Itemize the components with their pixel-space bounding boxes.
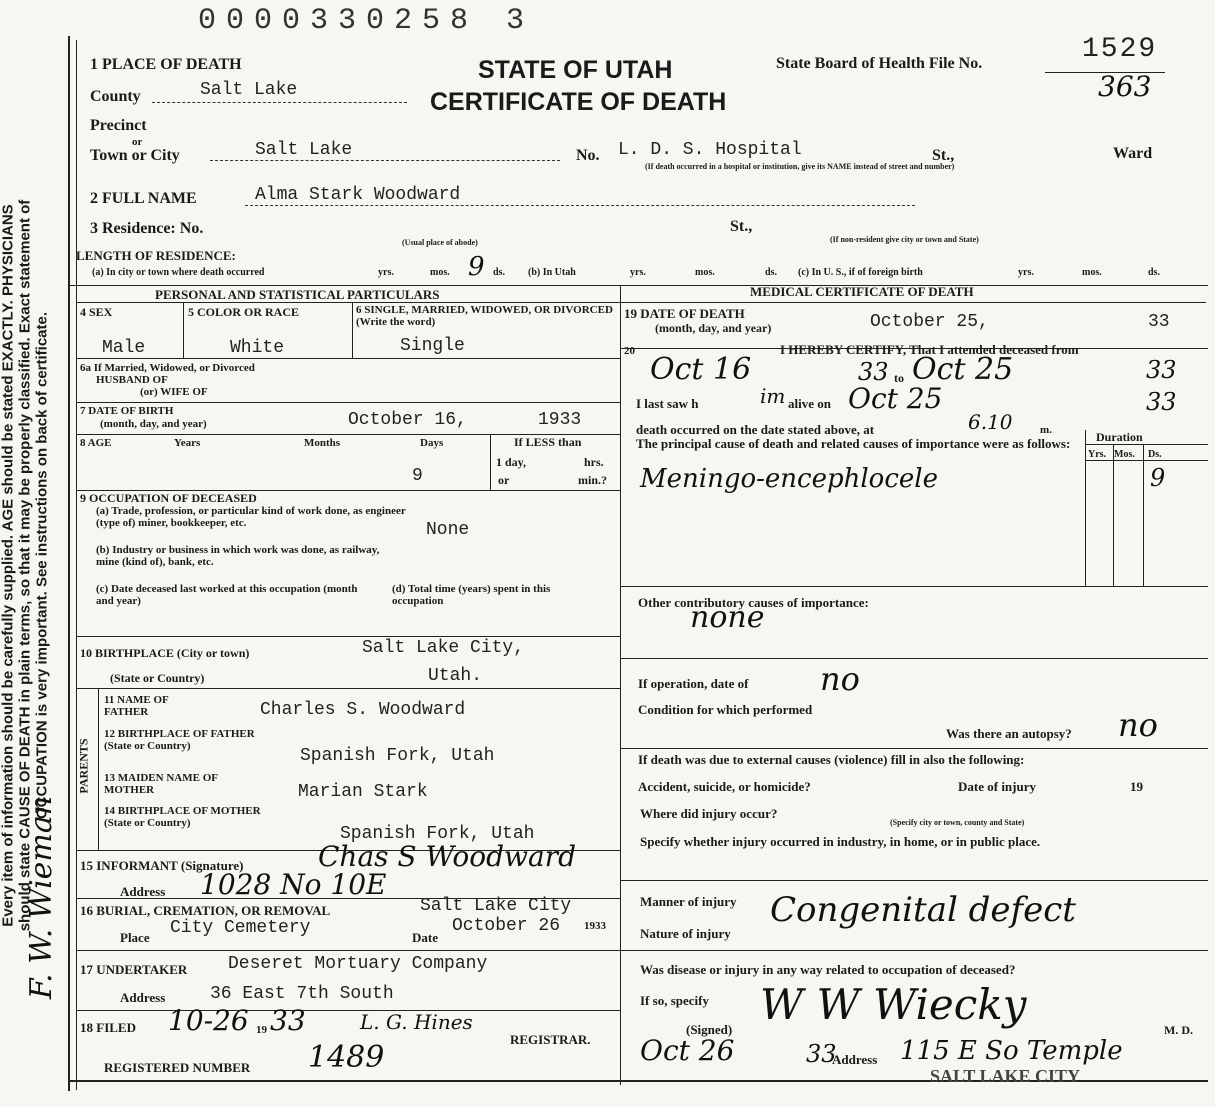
cause-label: The principal cause of death and related causes of importance were as follows:: [636, 436, 1071, 451]
manner-label: Manner of injury: [640, 894, 737, 909]
death-hour-value: 6.10: [968, 410, 1013, 434]
duration-label: Duration: [1096, 430, 1143, 444]
physician-address-label: Address: [832, 1052, 878, 1067]
title-state: STATE OF UTAH: [478, 56, 673, 84]
ward-label: Ward: [1113, 145, 1153, 162]
disease-related-label: Was disease or injury in any way related to occupation of deceased?: [640, 962, 1016, 977]
residence-label: 3 Residence: No.: [90, 220, 204, 237]
spouse-label-1: 6a If Married, Widowed, or Divorced: [80, 362, 255, 374]
md-label: M. D.: [1164, 1023, 1193, 1037]
registered-number-value: 1489: [308, 1040, 385, 1075]
autopsy-value: no: [1118, 706, 1158, 744]
file-no-hand: 363: [1098, 70, 1152, 103]
alive-label: alive on: [788, 396, 831, 411]
length-residence-label: LENGTH OF RESIDENCE:: [76, 248, 236, 263]
residence-a-ds: ds.: [493, 267, 505, 278]
burial-date-label: Date: [412, 930, 438, 945]
hospital-value: L. D. S. Hospital: [618, 140, 802, 160]
spouse-label-2: HUSBAND OF: [96, 374, 168, 386]
residence-a-mos: mos.: [430, 267, 450, 278]
last-saw-him: im: [760, 384, 786, 408]
duration-mos-label: Mos.: [1114, 449, 1135, 460]
parents-vertical-label: PARENTS: [76, 738, 91, 794]
mother-value: Marian Stark: [298, 782, 428, 802]
last-saw-year: 33: [1146, 388, 1177, 416]
st-label: St.,: [932, 147, 955, 164]
dob-value: October 16,: [348, 410, 467, 430]
occupation-heading: 9 OCCUPATION OF DECEASED: [80, 491, 257, 505]
dod-year: 33: [1148, 312, 1170, 332]
race-value: White: [230, 338, 285, 358]
residence-mos-value: 9: [468, 252, 485, 282]
physician-address-value: 115 E So Temple: [900, 1036, 1123, 1066]
or-min-label: or: [498, 473, 510, 487]
town-value: Salt Lake: [255, 140, 353, 160]
full-name-label: 2 FULL NAME: [90, 190, 197, 207]
signed-date: Oct 26: [640, 1034, 735, 1067]
county-label: County: [90, 88, 141, 105]
signed-year: 33: [806, 1040, 837, 1068]
other-causes-label: Other contributory causes of importance:: [638, 595, 869, 610]
less-than-label: If LESS than: [514, 435, 582, 449]
occupation-c-label: (c) Date deceased last worked at this occupation (month and year): [96, 583, 358, 607]
dob-year: 1933: [538, 410, 582, 430]
residence-b-label: (b) In Utah: [528, 267, 576, 278]
dob-label-2: (month, day, and year): [100, 418, 207, 430]
instructions-line-2: should state CAUSE OF DEATH in plain terms, so that it may be properly classified. Exact statement of: [16, 199, 34, 932]
days-label: Days: [420, 437, 444, 449]
cause-value: Meningo-encephlocele: [640, 464, 938, 494]
hrs-label: hrs.: [584, 455, 604, 469]
race-label: 5 COLOR OR RACE: [188, 305, 300, 319]
nature-value: Congenital defect: [770, 890, 1076, 930]
item-20-number: 20: [624, 345, 635, 357]
injury-date-label: Date of injury: [958, 779, 1036, 794]
burial-place-label: Place: [120, 930, 150, 945]
filed-year: 33: [270, 1004, 306, 1037]
undertaker-address-value: 36 East 7th South: [210, 984, 394, 1004]
undertaker-label: 17 UNDERTAKER: [80, 962, 188, 977]
full-name-value: Alma Stark Woodward: [255, 185, 461, 205]
certify-text: I HEREBY CERTIFY, That I attended deceased from: [780, 342, 1079, 357]
occupation-value: None: [426, 520, 470, 540]
mother-birthplace-value: Spanish Fork, Utah: [340, 824, 535, 844]
registrar-label: REGISTRAR.: [510, 1032, 591, 1047]
mother-birthplace-label: 14 BIRTHPLACE OF MOTHER (State or Country): [104, 805, 261, 829]
operation-value: no: [820, 660, 860, 698]
last-saw-date: Oct 25: [848, 382, 943, 415]
residence-b-yrs: yrs.: [630, 267, 646, 278]
accident-label: Accident, suicide, or homicide?: [638, 779, 811, 794]
birthplace-label: 10 BIRTHPLACE (City or town): [80, 646, 250, 660]
residence-c-label: (c) In U. S., if of foreign birth: [798, 267, 923, 278]
condition-label: Condition for which performed: [638, 702, 813, 717]
file-no-label: State Board of Health File No.: [776, 55, 983, 72]
sex-label: 4 SEX: [80, 305, 113, 319]
last-saw-label: I last saw h: [636, 396, 699, 411]
nature-label: Nature of injury: [640, 926, 731, 941]
personal-heading: PERSONAL AND STATISTICAL PARTICULARS: [155, 287, 440, 302]
dob-label-1: 7 DATE OF BIRTH: [80, 405, 174, 417]
no-label: No.: [576, 147, 600, 164]
county-value: Salt Lake: [200, 80, 298, 100]
specify-label: Specify whether injury occurred in industry, in home, or in public place.: [640, 834, 1041, 849]
physician-signature: W W Wiecky: [760, 980, 1027, 1029]
instructions-line-1: Every item of information should be carefully supplied. AGE should be stated EXACTLY. PHYSICIANS: [0, 204, 17, 927]
registrar-signature: L. G. Hines: [360, 1010, 473, 1034]
dod-label-2: (month, day, and year): [655, 321, 772, 335]
attend-from: Oct 16: [650, 352, 752, 387]
medical-heading: MEDICAL CERTIFICATE OF DEATH: [750, 284, 974, 299]
filed-label: 18 FILED: [80, 1020, 136, 1035]
instructions-line-3: OCCUPATION is very important. See instructions on back of certificate.: [33, 311, 51, 820]
father-birthplace-label: 12 BIRTHPLACE OF FATHER (State or Country): [104, 728, 255, 752]
injury-year-label: 19: [1130, 779, 1143, 794]
file-no-value: 1529: [1082, 34, 1158, 65]
one-day-label: 1 day,: [496, 455, 527, 469]
or-label: or: [132, 136, 143, 148]
nonresident-note: (If non-resident give city or town and State): [830, 235, 979, 244]
if-so-label: If so, specify: [640, 993, 709, 1008]
birthplace-state: Utah.: [428, 666, 483, 686]
informant-label: 15 INFORMANT (Signature): [80, 858, 244, 873]
state-country-label: (State or Country): [110, 671, 205, 685]
age-days-value: 9: [412, 466, 423, 486]
burial-label: 16 BURIAL, CREMATION, OR REMOVAL: [80, 903, 331, 918]
autopsy-label: Was there an autopsy?: [946, 726, 1072, 741]
burial-value: Salt Lake City: [420, 896, 572, 916]
duration-days-value: 9: [1150, 464, 1166, 492]
to-label: to: [894, 371, 904, 385]
attend-to-year: 33: [1146, 356, 1177, 384]
min-label: min.?: [578, 473, 608, 487]
external-causes-label: If death was due to external causes (violence) fill in also the following:: [638, 752, 1025, 767]
residence-c-yrs: yrs.: [1018, 267, 1034, 278]
residence-c-mos: mos.: [1082, 267, 1102, 278]
father-label: 11 NAME OF FATHER: [104, 694, 169, 718]
dod-value: October 25,: [870, 312, 989, 332]
duration-yrs-label: Yrs.: [1088, 449, 1107, 460]
spouse-label-3: (or) WIFE OF: [140, 386, 208, 398]
place-heading: 1 PLACE OF DEATH: [90, 56, 242, 73]
where-note: (Specify city or town, county and State): [890, 818, 1025, 827]
m-label: m.: [1040, 424, 1052, 436]
residence-st-label: St.,: [730, 218, 753, 235]
father-birthplace-value: Spanish Fork, Utah: [300, 746, 495, 766]
birthplace-city: Salt Lake City,: [362, 638, 525, 658]
attend-to: Oct 25: [912, 352, 1014, 387]
years-label: Years: [174, 437, 201, 449]
filed-year-prefix: 19: [256, 1024, 267, 1036]
mother-label: 13 MAIDEN NAME OF MOTHER: [104, 772, 218, 796]
informant-address-label: Address: [120, 884, 166, 899]
burial-place-value: City Cemetery: [170, 918, 311, 938]
age-label: 8 AGE: [80, 437, 112, 449]
sex-value: Male: [102, 338, 146, 358]
burial-year: 1933: [584, 920, 606, 932]
attend-from-year: 33: [858, 358, 889, 386]
occupation-a-label: (a) Trade, profession, or particular kind of work done, as engineer (type of) miner, bookkeeper, etc.: [96, 505, 406, 529]
death-hour-label: death occurred on the date stated above, at: [636, 422, 875, 437]
dod-label-1: 19 DATE OF DEATH: [624, 306, 745, 321]
precinct-label: Precinct: [90, 117, 147, 134]
residence-a-yrs: yrs.: [378, 267, 394, 278]
burial-date-value: October 26: [452, 916, 561, 936]
city-stamp: SALT LAKE CITY: [930, 1066, 1081, 1086]
months-label: Months: [304, 437, 341, 449]
operation-label: If operation, date of: [638, 676, 749, 691]
town-label: Town or City: [90, 147, 180, 164]
top-serial-number: 0000330258 3: [198, 4, 535, 38]
hospital-note: (If death occurred in a hospital or institution, give its NAME instead of street and number): [645, 162, 955, 171]
informant-signature: Chas S Woodward: [318, 840, 576, 873]
registered-number-label: REGISTERED NUMBER: [104, 1060, 251, 1075]
marital-label: 6 SINGLE, MARRIED, WIDOWED, OR DIVORCED (Write the word): [356, 304, 613, 328]
undertaker-value: Deseret Mortuary Company: [228, 954, 488, 974]
where-label: Where did injury occur?: [640, 806, 778, 821]
marital-value: Single: [400, 336, 465, 356]
informant-address-value: 1028 No 10E: [200, 868, 387, 901]
duration-ds-label: Ds.: [1148, 449, 1162, 460]
undertaker-address-label: Address: [120, 990, 166, 1005]
residence-a-label: (a) In city or town where death occurred: [92, 267, 265, 278]
title-certificate: CERTIFICATE OF DEATH: [430, 88, 727, 116]
other-causes-value: none: [690, 600, 765, 635]
father-value: Charles S. Woodward: [260, 700, 466, 720]
sidebar-signature: F. W. Wieman: [24, 795, 60, 1000]
abode-note: (Usual place of abode): [402, 238, 478, 247]
signed-label: (Signed): [686, 1022, 733, 1037]
occupation-b-label: (b) Industry or business in which work was done, as railway, mine (kind of), bank, etc.: [96, 544, 380, 568]
residence-b-ds: ds.: [765, 267, 777, 278]
occupation-d-label: (d) Total time (years) spent in this occupation: [392, 583, 551, 607]
residence-b-mos: mos.: [695, 267, 715, 278]
residence-c-ds: ds.: [1148, 267, 1160, 278]
filed-date: 10-26: [168, 1004, 249, 1037]
